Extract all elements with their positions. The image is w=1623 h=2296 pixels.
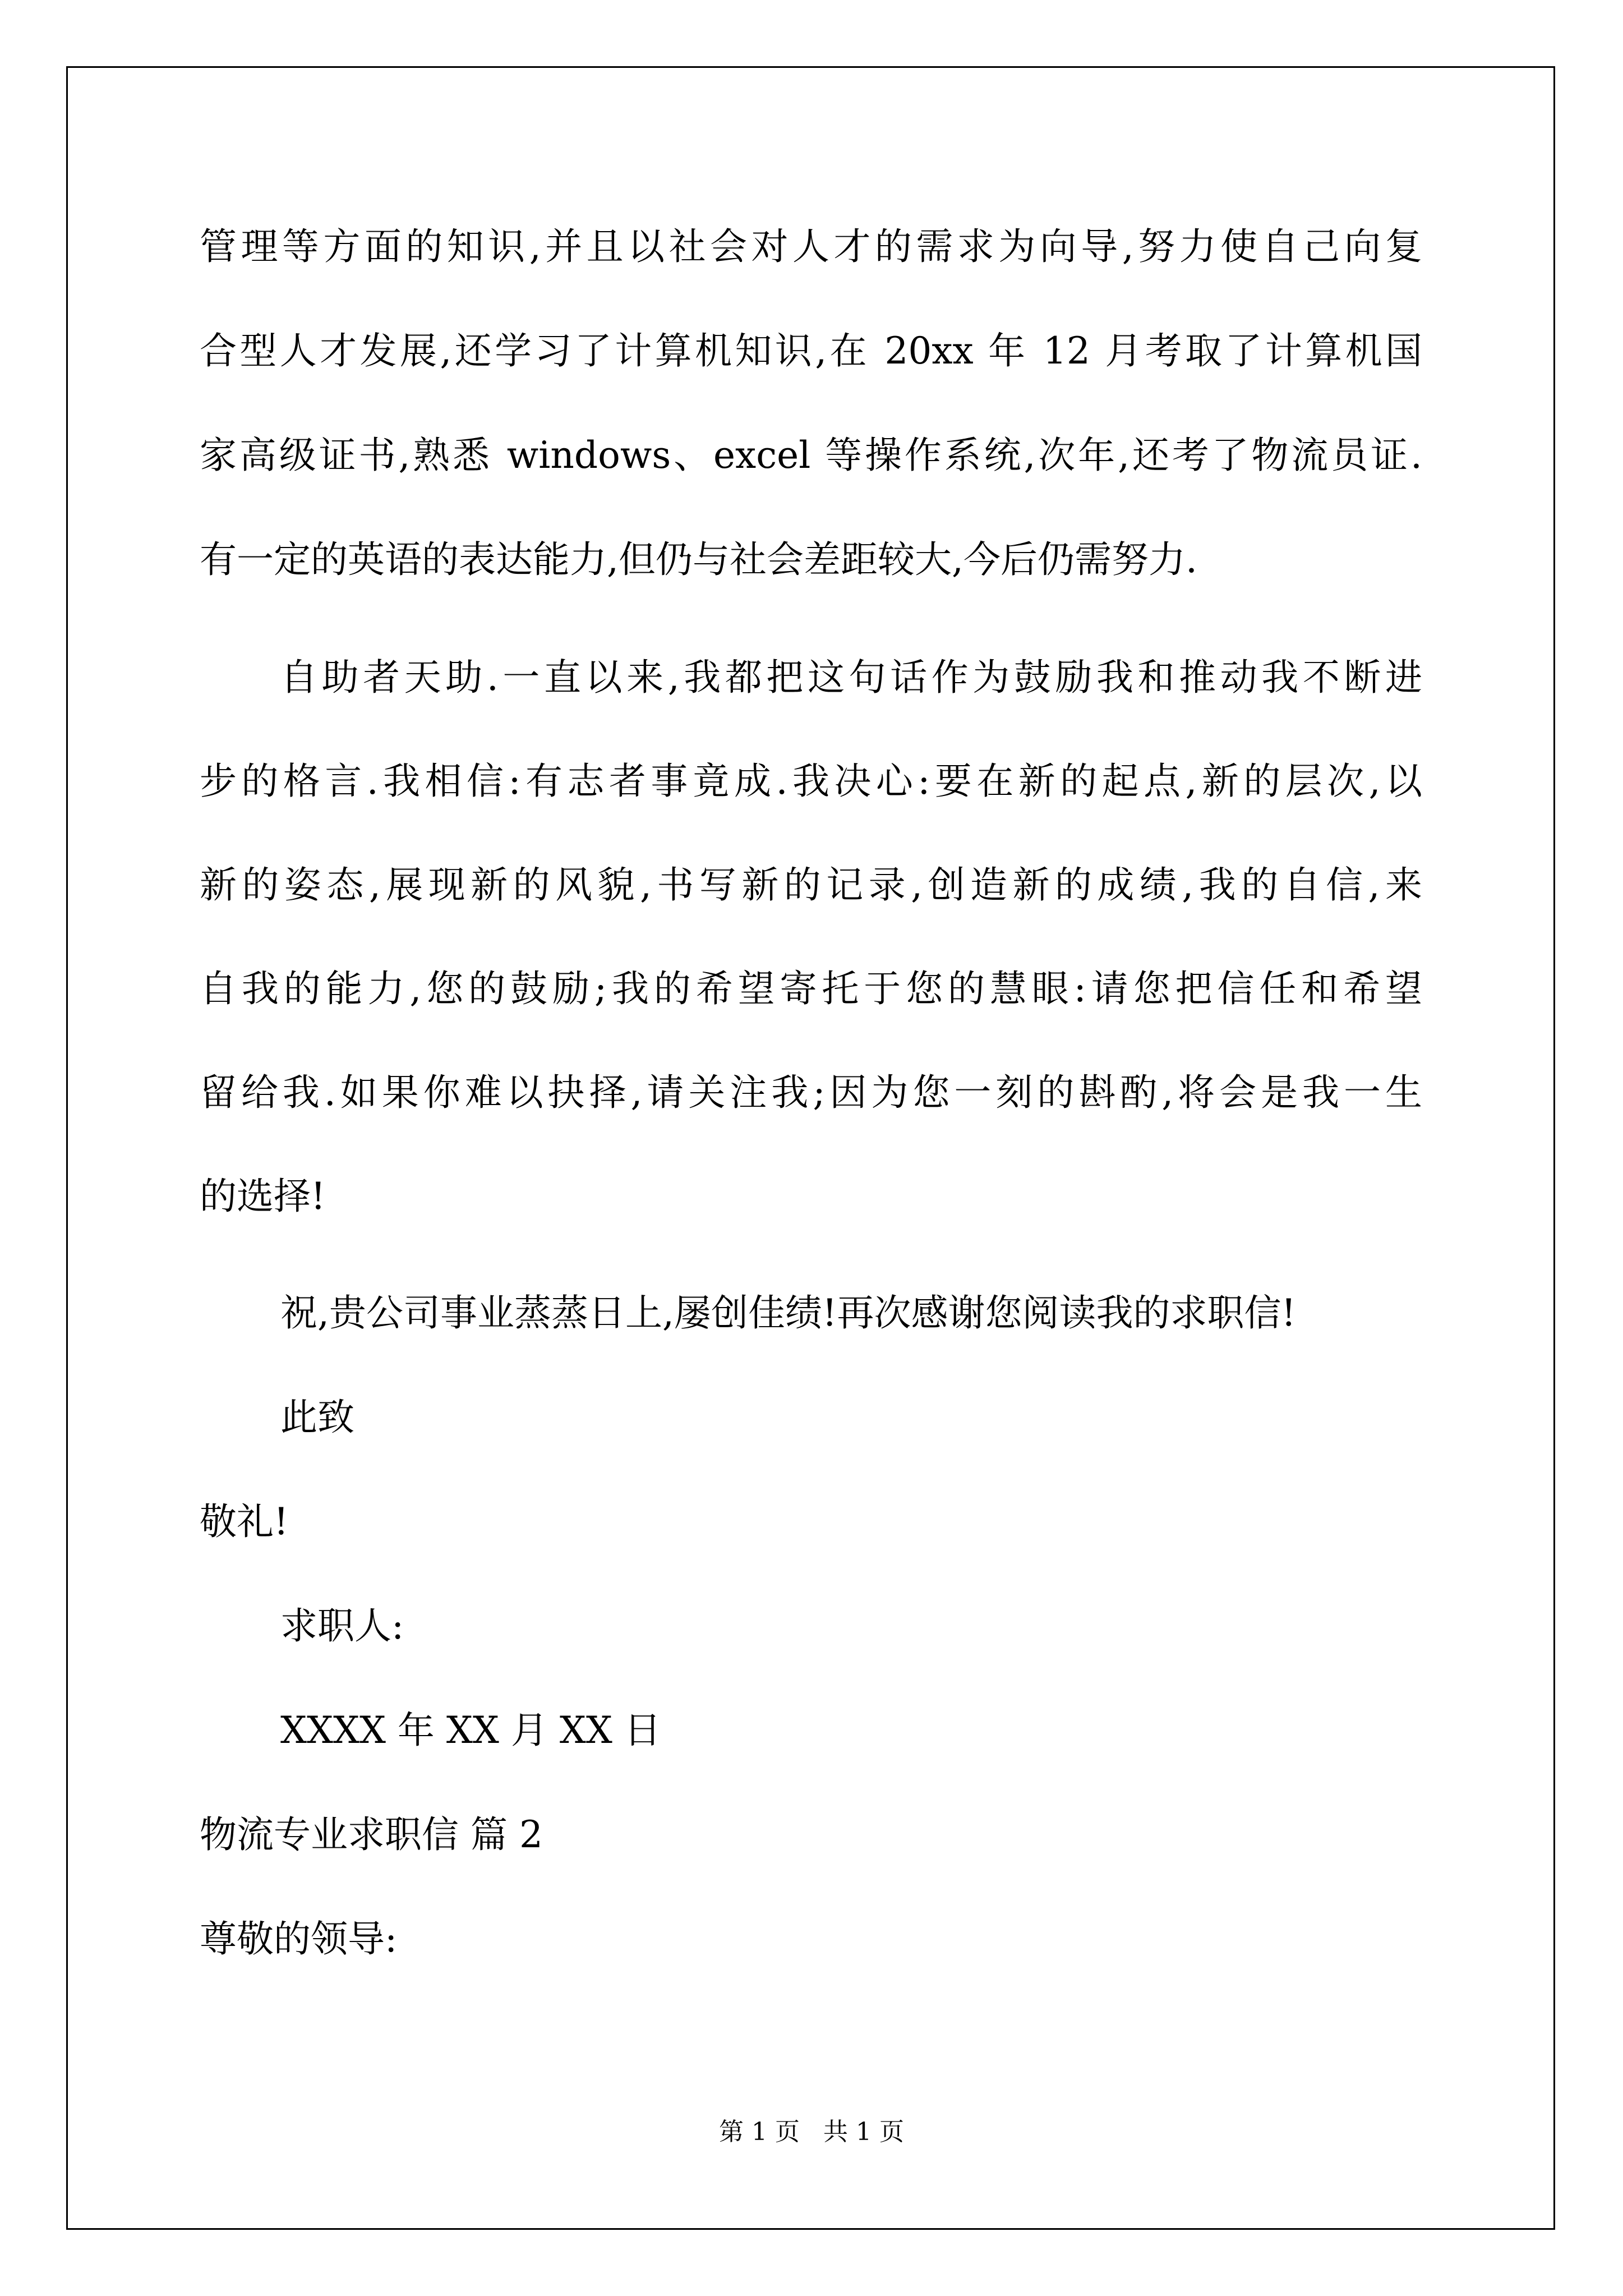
salutation-jing-li: 敬礼! [200,1500,289,1543]
body-text-line: 管理等方面的知识,并且以社会对人才的需求为向导,努力使自己向复 [200,225,1422,268]
body-text-line: 新的姿态,展现新的风貌,书写新的记录,创造新的成绩,我的自信,来 [200,863,1422,907]
body-text-line: 留给我.如果你难以抉择,请关注我;因为您一刻的斟酌,将会是我一生 [200,1071,1422,1114]
body-text-line: 自助者天助.一直以来,我都把这句话作为鼓励我和推动我不断进 [280,656,1422,699]
salutation-ci-zhi: 此致 [280,1396,354,1439]
body-text-line: 步的格言.我相信:有志者事竟成.我决心:要在新的起点,新的层次,以 [200,760,1422,803]
body-text-line: 的选择! [200,1175,326,1218]
greeting-line: 尊敬的领导: [200,1917,398,1961]
body-text-line: 自我的能力,您的鼓励;我的希望寄托于您的慧眼:请您把信任和希望 [200,967,1422,1010]
page-number-footer: 第 1 页 共 1 页 [719,2118,904,2146]
page-border [66,66,1555,2230]
applicant-label: 求职人: [280,1604,404,1648]
body-text-line: 有一定的英语的表达能力,但仍与社会差距较大,今后仍需努力. [200,538,1197,581]
section-heading: 物流专业求职信 篇 2 [200,1813,543,1856]
date-line: XXXX 年 XX 月 XX 日 [280,1709,661,1752]
body-text-line: 家高级证书,熟悉 windows、excel 等操作系统,次年,还考了物流员证. [200,434,1422,477]
closing-wish: 祝,贵公司事业蒸蒸日上,屡创佳绩!再次感谢您阅读我的求职信! [280,1291,1297,1335]
body-text-line: 合型人才发展,还学习了计算机知识,在 20xx 年 12 月考取了计算机国 [200,329,1422,372]
